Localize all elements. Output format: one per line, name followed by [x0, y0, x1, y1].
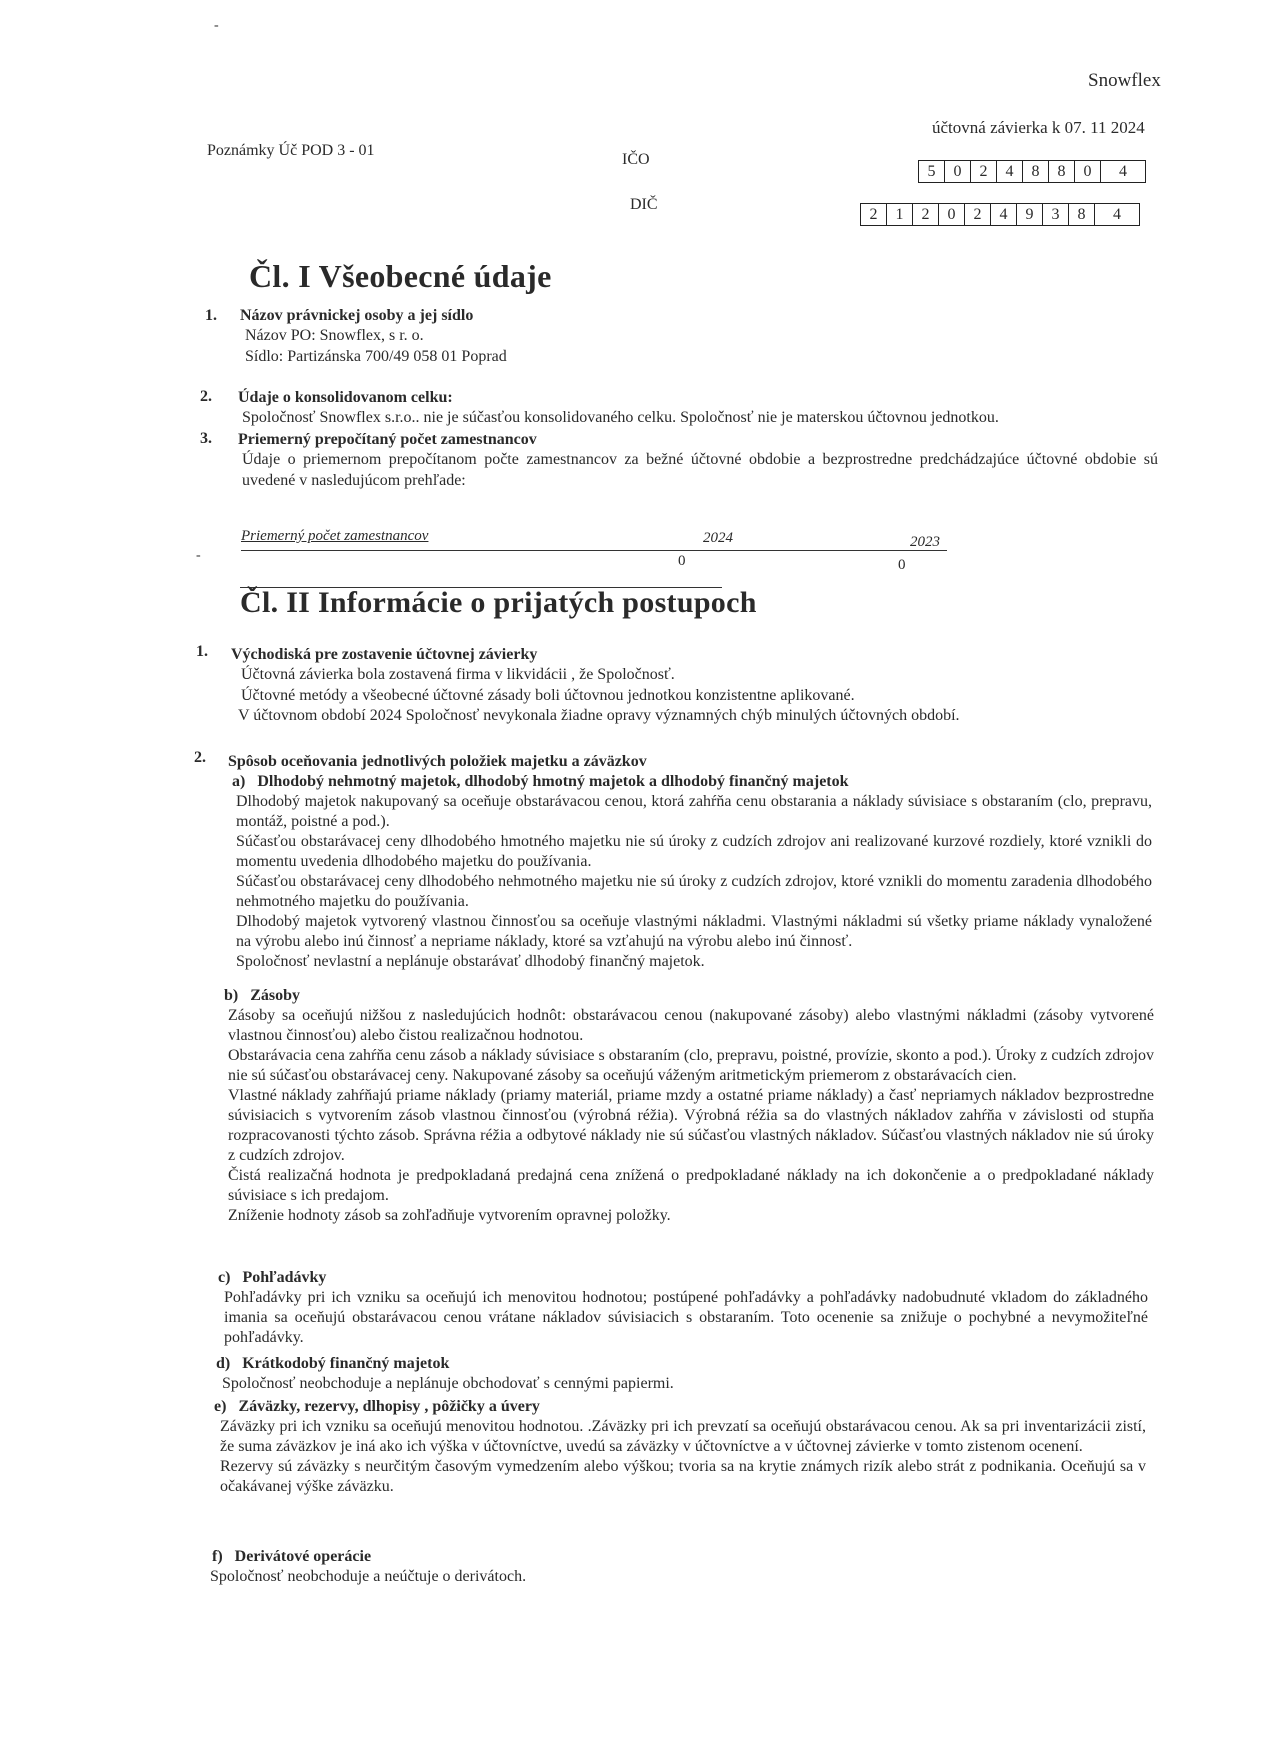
- paragraph: Obstarávacia cena zahŕňa cenu zásob a náklady súvisiace s obstaraním (clo, prepravu, poistné, provízie, skonto a pod.). Úroky z cudzích zdrojov nie sú súčasťou obstarávacej ceny. Nakupované zásoby sa oceňujú váženým aritmetickým priemerom z obstarávacích cien.: [228, 1047, 1154, 1084]
- dic-digit: 4: [1113, 206, 1121, 223]
- dic-digit: 2: [913, 204, 939, 225]
- ico-digit: 4: [997, 161, 1023, 182]
- subsection-title: Pohľadávky: [242, 1269, 327, 1286]
- subsection-title: Záväzky, rezervy, dlhopisy , pôžičky a úvery: [238, 1398, 540, 1415]
- dic-label: DIČ: [630, 196, 658, 213]
- employees-value-current: 0: [678, 553, 686, 569]
- section-text: Údaje o priemernom prepočítanom počte zamestnancov za bežné účtovné obdobie a bezprostredne predchádzajúce účtovné obdobie sú uvedené v nasledujúcom prehľade:: [242, 451, 1158, 489]
- section-title: Priemerný prepočítaný počet zamestnancov: [238, 431, 537, 448]
- ico-digit: 2: [971, 161, 997, 182]
- dic-digit: 9: [1017, 204, 1043, 225]
- subsection-d: [216, 1354, 1146, 1394]
- subsection-letter: a): [232, 773, 246, 790]
- scan-mark: -: [214, 18, 219, 33]
- paragraph: Zníženie hodnoty zásob sa zohľadňuje vytvorením opravnej položky.: [228, 1207, 671, 1224]
- paragraph: Súčasťou obstarávacej ceny dlhodobého hmotného majetku nie sú úroky z cudzích zdrojov ani realizované kurzové rozdiely, ktoré vznikli do momentu uvedenia dlhodobého majetku do používania.: [236, 833, 1152, 870]
- entity-seat: Sídlo: Partizánska 700/49 058 01 Poprad: [245, 347, 507, 365]
- paragraph: Záväzky pri ich vzniku sa oceňujú menovitou hodnotou. .Záväzky pri ich prevzatí sa oceňujú obstarávacou cenou. Ak sa pri inventarizácii zistí, že suma záväzkov je iná ako ich výška v účtovníctve, uvedú sa záväzky v účtovníctve a v účtovnej závierke v tomto zistenom ocenení.: [220, 1418, 1146, 1455]
- dic-digit: 0: [939, 204, 965, 225]
- part1-title: Čl. I Všeobecné údaje: [249, 258, 552, 294]
- dic-digit: 2: [861, 204, 887, 225]
- paragraph: Súčasťou obstarávacej ceny dlhodobého nehmotného majetku nie sú úroky z cudzích zdrojov, ktoré vznikli do momentu zaradenia dlhodobého nehmotného majetku do používania.: [236, 873, 1152, 910]
- ico-digit-boxes: [918, 160, 1146, 183]
- section-legal-entity: [240, 306, 940, 367]
- dic-digit-boxes: [860, 203, 1140, 226]
- basis-line-3: V účtovnom období 2024 Spoločnosť nevykonala žiadne opravy významných chýb minulých účtovných období.: [238, 706, 960, 724]
- paragraph: Vlastné náklady zahŕňajú priame náklady (priamy materiál, priame mzdy a ostatné priame náklady) a časť nepriamych nákladov bezprostredne súvisiacich s vytvorením zásob vlastnou činnosťou (výrobná réžia). Výrobná réžia sa do vlastných nákladov zahŕňa v závislosti od stupňa rozpracovanosti týchto zásob. Správna réžia a odbytové náklady nie sú súčasťou vlastných nákladov. Súčasťou vlastných nákladov nie sú úroky z cudzích zdrojov.: [228, 1087, 1154, 1164]
- paragraph: Dlhodobý majetok vytvorený vlastnou činnosťou sa oceňuje vlastnými nákladmi. Vlastnými nákladmi sú všetky priame náklady vynaložené na výrobu alebo inú činnosť a nepriame náklady, ktoré sa vzťahujú na výrobu alebo inú činnosť.: [236, 913, 1152, 950]
- employees-value-previous: 0: [898, 557, 906, 573]
- scan-mark: -: [196, 548, 201, 563]
- ico-digit: 5: [919, 161, 945, 182]
- employees-values: [241, 551, 947, 571]
- subsection-b: [224, 986, 1154, 1226]
- basis-line-2: Účtovné metódy a všeobecné účtovné zásady boli účtovnou jednotkou konzistentne aplikované.: [241, 686, 855, 704]
- subsection-title: Krátkodobý finančný majetok: [242, 1355, 450, 1372]
- year-previous: 2023: [910, 534, 940, 550]
- section-title: Spôsob oceňovania jednotlivých položiek majetku a záväzkov: [228, 753, 647, 770]
- section-employees: [238, 430, 1158, 491]
- basis-line-1: Účtovná závierka bola zostavená firma v likvidácii , že Spoločnosť.: [241, 666, 675, 684]
- employees-label: Priemerný počet zamestnancov: [241, 528, 429, 544]
- section-number: 1.: [196, 643, 208, 660]
- subsection-e: [214, 1397, 1146, 1497]
- subsection-f: [212, 1547, 1142, 1587]
- section-text: Spoločnosť Snowflex s.r.o.. nie je súčasťou konsolidovaného celku. Spoločnosť nie je materskou účtovnou jednotkou.: [242, 409, 999, 427]
- paragraph: Spoločnosť neobchoduje a neúčtuje o derivátoch.: [210, 1568, 527, 1585]
- notes-code: Poznámky Úč POD 3 - 01: [207, 142, 375, 159]
- subsection-title: Derivátové operácie: [234, 1548, 372, 1565]
- section-title: Názov právnickej osoby a jej sídlo: [240, 307, 474, 324]
- paragraph: Pohľadávky pri ich vzniku sa oceňujú ich menovitou hodnotou; postúpené pohľadávky a pohľadávky nadobudnuté vkladom do základného imania sa oceňujú obstarávacou cenou vrátane nákladov súvisiacich s obstaraním. Toto ocenenie sa znižuje o pochybné a nevymožiteľné pohľadávky.: [224, 1289, 1148, 1346]
- section-number: 3.: [200, 430, 212, 447]
- dic-digit: 2: [965, 204, 991, 225]
- company-name: Snowflex: [1088, 70, 1161, 91]
- paragraph: Zásoby sa oceňujú nižšou z nasledujúcich hodnôt: obstarávacou cenou (nakupované zásoby) alebo vlastnými nákladmi (zásoby vytvorené vlastnou činnosťou) alebo čistou realizačnou hodnotou.: [228, 1007, 1154, 1044]
- paragraph: Dlhodobý majetok nakupovaný sa oceňuje obstarávacou cenou, ktorá zahŕňa cenu obstarania a náklady súvisiace s obstaraním (clo, prepravu, montáž, poistné a pod.).: [236, 793, 1152, 830]
- subsection-title: Dlhodobý nehmotný majetok, dlhodobý hmotný majetok a dlhodobý finančný majetok: [257, 773, 849, 790]
- subsection-letter: f): [212, 1548, 223, 1565]
- paragraph: Spoločnosť nevlastní a neplánuje obstarávať dlhodobý finančný majetok.: [236, 953, 705, 970]
- section-number: 2.: [194, 749, 206, 766]
- dic-digit: 3: [1043, 204, 1069, 225]
- ico-digit: 8: [1023, 161, 1049, 182]
- section-basis: [231, 645, 1181, 726]
- ico-digit: 4: [1119, 163, 1127, 180]
- ico-label: IČO: [622, 151, 650, 168]
- subsection-letter: c): [218, 1269, 231, 1286]
- year-current: 2024: [703, 530, 733, 546]
- employees-table-header: [241, 528, 947, 551]
- paragraph: Čistá realizačná hodnota je predpokladaná predajná cena znížená o predpokladané náklady na ich dokončenie a o predpokladané náklady súvisiace s ich predajom.: [228, 1167, 1154, 1204]
- ico-digit: 0: [945, 161, 971, 182]
- entity-name: Názov PO: Snowflex, s r. o.: [245, 327, 424, 345]
- section-number: 1.: [205, 307, 217, 324]
- section-number: 2.: [200, 388, 212, 405]
- paragraph: Rezervy sú záväzky s neurčitým časovým vymedzením alebo výškou; tvoria sa na krytie známych rizík alebo strát z podnikania. Oceňujú sa v očakávanej výške záväzku.: [220, 1458, 1146, 1495]
- paragraph: Spoločnosť neobchoduje a neplánuje obchodovať s cennými papiermi.: [222, 1375, 674, 1392]
- dic-digit: 4: [991, 204, 1017, 225]
- employees-table: [241, 528, 947, 571]
- period-label: účtovná závierka k 07. 11 2024: [932, 118, 1145, 137]
- section-title: Východiská pre zostavenie účtovnej závierky: [231, 646, 538, 663]
- ico-digit: 8: [1049, 161, 1075, 182]
- ico-digit: 0: [1075, 161, 1101, 182]
- subsection-letter: e): [214, 1398, 227, 1415]
- part2-title: Čl. II Informácie o prijatých postupoch: [240, 586, 757, 619]
- dic-digit: 8: [1069, 204, 1095, 225]
- subsection-title: Zásoby: [250, 987, 301, 1004]
- subsection-letter: d): [216, 1355, 231, 1372]
- section-title: Údaje o konsolidovanom celku:: [238, 389, 453, 406]
- subsection-a: [232, 772, 1152, 972]
- subsection-letter: b): [224, 987, 239, 1004]
- section-consolidation: [238, 388, 1138, 429]
- subsection-c: [218, 1268, 1148, 1348]
- dic-digit: 1: [887, 204, 913, 225]
